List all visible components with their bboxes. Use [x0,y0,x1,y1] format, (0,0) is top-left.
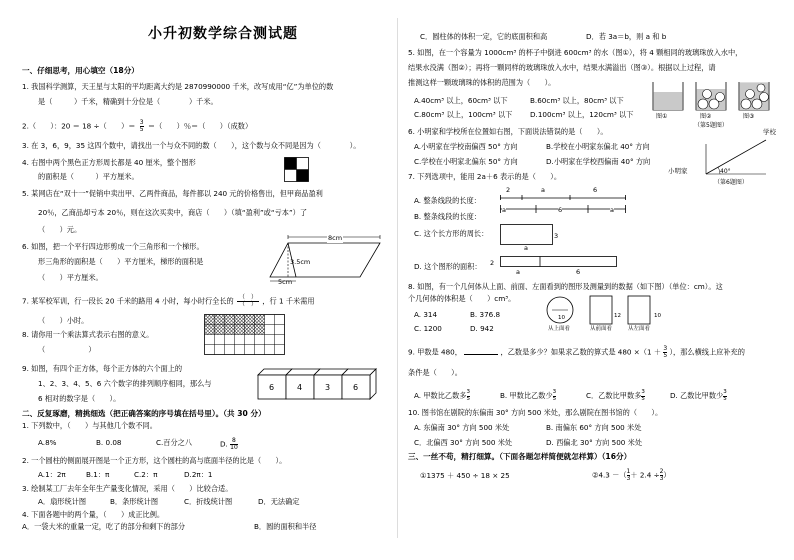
c9-frac-den: 5 [663,352,668,359]
c2-option-a: A.1：2π [38,470,66,479]
c3-option-b: B．条形统计图 [110,497,159,506]
c4-option-a: A．一袋大米的重量一定，吃了的部分和剩下的部分 [22,522,186,531]
c1-option-c: C.百分之八 [156,438,193,447]
c7-a-label-2: a [541,186,545,194]
c9-opt-a-den: 5 [466,395,470,402]
calc-2 [592,469,671,482]
c6-direction-figure [694,134,774,180]
c9-text-c: ），那么横线上应补充的 [669,347,745,357]
c8-option-a: A. 314 [414,310,438,319]
c7-option-a: A. 整条线段的长度： [414,196,481,205]
c7-d-label-1: 2 [490,259,495,267]
c4-option-b: B．圆的面积和半径 [254,522,317,531]
section-2-heading: 二、反复琢磨，精挑细选（把正确答案的序号填在括号里）。（共 30 分） [22,409,266,418]
c10-option-c: C．北偏西 30° 方向 500 米处 [414,438,513,447]
c3-option-d: D．无法确定 [258,497,300,506]
c5-fig-2-label: 图② [700,113,712,120]
q7-line-2: （ ）小时。 [38,316,89,325]
c2-option-d: D.2π：1 [184,470,213,479]
q4-squares-figure [284,157,310,183]
c9-option-c-label: C．乙数比甲数多 [586,391,642,400]
c9-option-a [414,390,470,402]
q8-line-1: 8. 请你用一个乘法算式表示右图的意义。 [22,330,154,339]
c7-b-label-3: a [610,206,614,214]
c9-option-b-label: B. 甲数比乙数少 [500,391,553,400]
q2-tail: ＝（ ）％＝（ ）（成数） [147,121,253,131]
calc-2-tail: ） [663,470,671,480]
q1-line-1: 1. 我国科学测算，天王星与太阳的平均距离大约是 2870990000 千米，改写成用“亿”为单位的数 [22,82,334,91]
calc-2-f1-num: 1 [626,468,631,475]
c9-option-d [670,390,727,402]
cube-1-face: 6 [269,383,275,392]
c7-b-label-2: 6 [558,206,563,214]
c5-line-2: 结果水没满（图②）；再将一颗同样的玻璃珠放入水中，结果水满溢出（图③）。根据以上过程，请 [408,63,716,72]
c8-option-b: B. 376.8 [470,310,501,319]
c4-option-c: C．圆柱体的体积一定，它的底面积和高 [420,32,548,41]
c9-line-2: 条件是（ ）。 [408,368,462,377]
c1-option-d [220,438,238,451]
c7-b-label-1: a [502,206,506,214]
c9-option-d-fraction [723,390,727,402]
c5-option-a: A.40cm³ 以上，60cm³ 以下 [414,96,508,105]
c9-opt-d-den: 5 [723,395,727,402]
c5-option-c: C.80cm³ 以上，100cm³ 以下 [414,110,513,119]
q2-fraction-num: 3 [139,119,144,126]
c8-dim-2: 12 [614,313,621,319]
q9-line-3: 6 相对的数字是（ ）。 [38,394,121,403]
calc-2-mid: ＋ 2.4 ÷ [630,470,660,480]
q6-line-2: 形三角形的面积是（ ）平方厘米，梯形的面积是 [38,257,204,266]
c6-option-b: B.学校在小明家东偏北 40° 方向 [546,142,650,151]
q7-fraction-blank: （ ） （ ） [238,294,257,308]
c7-d-label-3: 6 [576,268,581,276]
c3-option-a: A．扇形统计图 [38,497,87,506]
section-3-heading: 三、一丝不苟，精打细算。（下面各题怎样简便就怎样算）（16分） [408,452,632,461]
c5-cups-figure [650,80,780,120]
c7-c-rectangle [500,224,559,248]
c3-option-c: C．折线统计图 [184,497,233,506]
c6-fig-caption: （第6题图） [714,179,748,186]
q9-cubes-figure [258,365,386,399]
q7-text-a: 7. 某军校军训，行一段长 20 千米的路用 4 小时，每小时行全长的 [22,296,234,306]
c9-opt-b-den: 5 [552,395,557,402]
c7-c-label-1: a [524,244,528,252]
c9-option-c-fraction [641,390,645,402]
c10-option-a: A. 东偏南 30° 方向 500 米处 [414,423,510,432]
q5-line-3: （ ）元。 [38,225,82,234]
c7-c-label-2: 3 [554,232,559,240]
calc-1: ①1375 ＋ 450 ÷ 18 × 25 [420,471,510,480]
q9-line-2: 1、2、3、4、5、6 六个数字的排列顺序相同，那么与 [38,379,212,388]
q6-line-1: 6. 如图，把一个平行四边形剪成一个三角形和一个梯形。 [22,242,204,251]
c1-frac-num: 8 [232,437,236,444]
q3-line: 3. 在 3，6，9，35 这四个数中，请找出一个与众不同的数（ ），这个数与众不同是因为（ ）。 [22,141,361,150]
c8-dim-1: 10 [558,315,565,321]
c9-opt-c-num: 3 [641,389,645,395]
q6-label-bottom: 5cm [278,278,293,286]
q2-line [22,120,252,133]
c6-school-label: 学校 [763,128,776,136]
c5-option-d: D.100cm³ 以上，120cm³ 以下 [530,110,634,119]
cube-3-face: 3 [325,383,331,392]
c7-option-c: C. 这个长方形的周长： [414,229,489,238]
page-title: 小升初数学综合测试题 [148,26,298,42]
q1-line-2: 是（ ）千米，精确到十分位是（ ）千米。 [38,97,218,106]
c4-question: 4. 下面各题中的两个量，（ ）成正比例。 [22,510,165,519]
c8-line-1: 8. 如图，有一个几何体从上面、前面、左面看到的图形及测量到的数据（如下图）（单位：cm）。这 [408,282,723,291]
c8-dim-3: 10 [654,313,661,319]
c8-option-d: D. 942 [470,324,494,333]
c7-d-label-2: a [516,268,520,276]
q6-label-top: 8cm [328,234,343,242]
q6-line-3: （ ）平方厘米。 [38,273,103,282]
cube-4-face: 6 [353,383,359,392]
q7-text-b: ，行 1 千米需用 [262,296,315,306]
c9-option-c [586,390,645,402]
c5-fig-1-label: 图① [656,113,668,120]
c6-angle-label: 40° [720,168,731,175]
column-divider [397,18,398,538]
c8-view-left-label: 从左面看 [628,326,651,332]
c8-view-front-label: 从前面看 [590,326,613,332]
c6-option-a: A.小明家在学校南偏西 50° 方向 [414,142,518,151]
c6-home-label: 小明家 [668,167,688,175]
q7-line-1 [22,295,315,308]
c4-option-d: D．若 3a＝b，则 a 和 b [586,32,667,41]
c8-line-2: 个几何体的体积是（ ）cm³。 [408,294,516,303]
c7-question: 7. 下列选项中，能用 2a＋6 表示的是（ ）。 [408,172,562,181]
calc-2-f2-den: 3 [659,475,664,482]
c9-frac-num: 3 [663,345,668,352]
c9-option-a-fraction [467,390,471,402]
q8-line-2: （ ） [38,345,96,354]
c5-line-1: 5. 如图，在一个容量为 1000cm³ 的杯子中倒进 600cm³ 的水（图①），将 4 颗相同的玻璃珠放入水中， [408,48,743,57]
c6-question: 6. 小明家和学校所在位置如右图，下面说法错误的是（ ）。 [408,127,608,136]
c8-view-top-label: 从上面看 [548,326,571,332]
q4-line-1: 4. 右图中两个黑色正方形周长都是 40 厘米，整个图形 [22,158,196,167]
q2-fraction-den: 5 [139,126,144,133]
c2-option-b: B.1：π [86,470,110,479]
c1-option-a: A.8% [38,438,57,447]
c1-option-d-fraction [230,438,238,451]
c1-option-b: B. 0.08 [96,438,122,447]
c6-option-c: C.学校在小明家北偏东 50° 方向 [414,157,518,166]
c9-option-a-label: A. 甲数比乙数多 [414,391,467,400]
c7-b-segment [500,203,628,215]
c10-option-b: B. 南偏东 60° 方向 500 米处 [546,423,642,432]
c9-opt-d-num: 3 [723,389,727,395]
c10-question: 10. 图书馆在剧院的东偏南 30° 方向 500 米处，那么剧院在图书馆的（ ）。 [408,408,663,417]
c7-option-b: B. 整条线段的长度： [414,212,482,221]
q6-label-height: 3.5cm [290,258,311,266]
q4-line-2: 的面积是（ ）平方厘米。 [38,172,139,181]
c5-line-3: 推测这样一颗玻璃珠的体积的范围为（ ）。 [408,78,556,87]
c1-option-d-label: D. [220,439,228,449]
c9-fraction [663,346,667,359]
c5-fig-3-label: 图③ [743,113,755,120]
c9-line-1 [408,346,745,359]
c2-option-c: C.2：π [134,470,158,479]
c7-option-d: D. 这个图形的面积： [414,262,482,271]
q2-text: 2.（ ）：20 ＝ 18 ÷（ ）＝ [22,121,136,131]
c2-question: 2. 一个圆柱的侧面展开图是一个正方形，这个圆柱的高与底面半径的比是（ ）。 [22,456,287,465]
calc-2-f2-num: 2 [659,468,664,475]
q2-fraction [140,120,144,133]
c1-frac-den: 10 [230,444,238,451]
c9-text-a: 9. 甲数是 480， [408,347,462,357]
c9-option-b-fraction [553,390,557,402]
c9-opt-b-num: 3 [552,389,557,395]
c10-option-d: D. 西偏北 30° 方向 500 米处 [546,438,643,447]
c9-text-b: ，乙数是多少？如果求乙数的算式是 480 ×（1 ＋ [500,347,662,357]
c9-option-d-label: D. 乙数比甲数少 [670,391,724,400]
section-1-heading: 一、仔细思考，用心填空（18分） [22,66,139,75]
calc-2-a: ②4.3 －（ [592,470,627,480]
c7-a-label-3: 6 [593,186,598,194]
c9-option-b [500,390,556,402]
c7-a-segment [500,186,628,200]
c5-fig-caption: （第5题图） [694,122,728,129]
q5-line-2: 20％，乙商品却亏本 20％，则在这次买卖中，商店（ ）（填“盈利”或“亏本”）了 [38,208,308,217]
q5-line-1: 5. 某网店在“双十一”促销中卖出甲、乙两件商品，每件都以 240 元的价格售出，但甲商品盈利 [22,189,323,198]
c9-opt-c-den: 5 [641,395,645,402]
calc-2-f1-den: 3 [626,475,631,482]
c8-option-c: C. 1200 [414,324,442,333]
c3-question: 3. 绘制某工厂去年全年生产量变化情况，采用（ ）比较合适。 [22,484,233,493]
cube-2-face: 4 [297,383,303,392]
c5-option-b: B.60cm³ 以上，80cm³ 以下 [530,96,624,105]
c7-a-label-1: 2 [506,186,511,194]
c1-question: 1. 下列数中，（ ）与其他几个数不同。 [22,421,157,430]
q8-grid-figure [204,314,286,358]
c6-option-d: D.小明家在学校西偏南 40° 方向 [546,157,651,166]
c9-opt-a-num: 3 [466,389,470,395]
q9-line-1: 9. 如图，有四个正方体，每个正方体的六个面上的 [22,364,183,373]
